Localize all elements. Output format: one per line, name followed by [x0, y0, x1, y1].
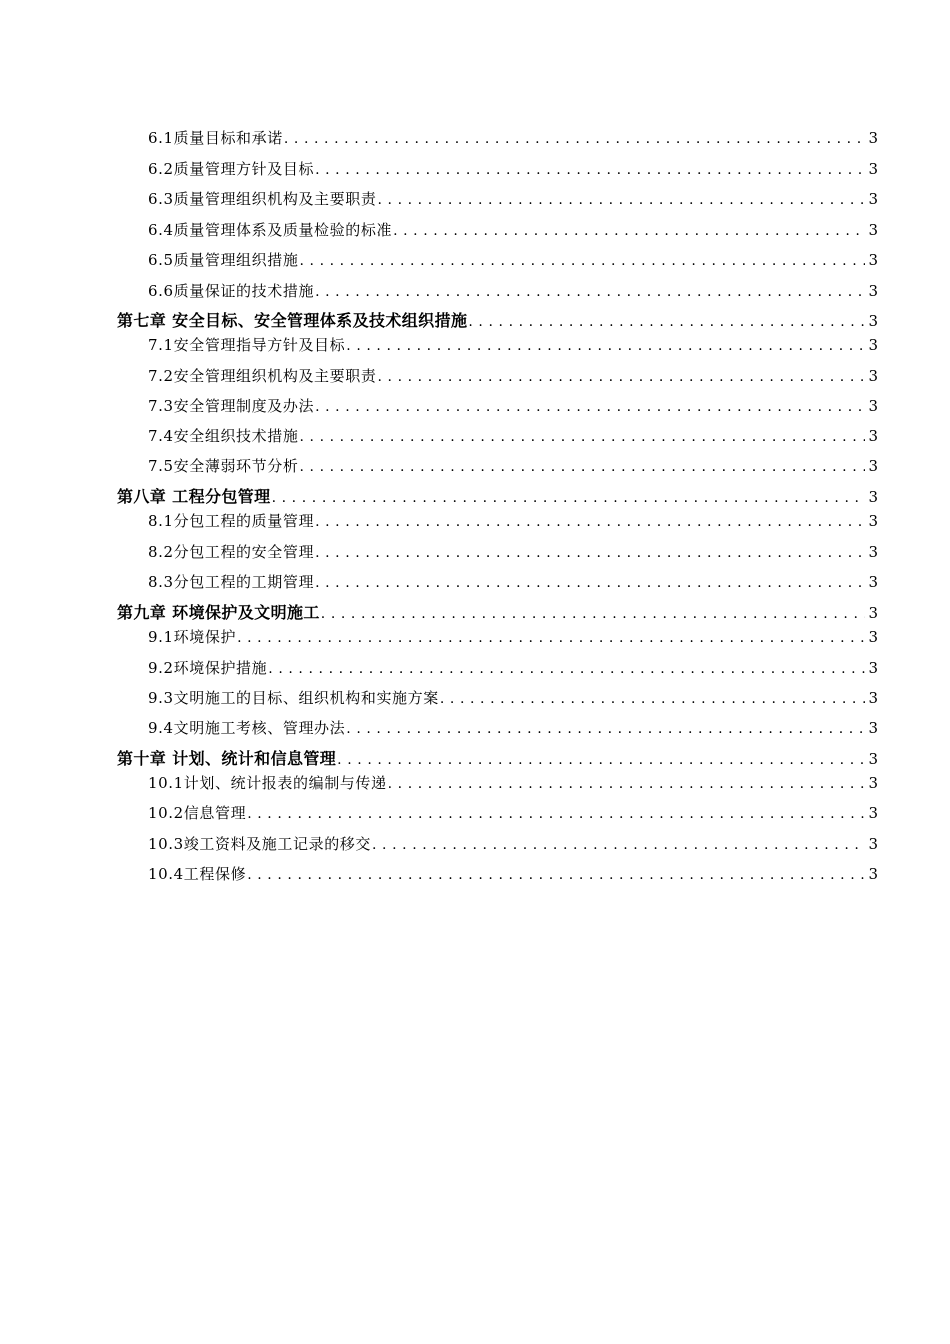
toc-entry[interactable]: [148, 801, 878, 825]
toc-page-number: 3: [868, 774, 878, 792]
toc-entry[interactable]: [148, 832, 878, 856]
toc-dot-leader: [346, 717, 865, 741]
toc-page-number: 3: [868, 689, 878, 707]
toc-page-number: 3: [868, 719, 878, 737]
toc-page-number: 3: [868, 336, 878, 354]
toc-chapter-title: 第七章 安全目标、安全管理体系及技术组织措施: [117, 311, 468, 330]
toc-page-number: 3: [868, 512, 878, 530]
toc-chapter-entry[interactable]: [117, 601, 878, 625]
toc-entry-title: 6.1质量目标和承诺: [148, 129, 283, 147]
toc-entry-title: 8.1分包工程的质量管理: [148, 512, 315, 530]
toc-page-number: 3: [868, 312, 878, 330]
toc-dot-leader: [315, 395, 865, 419]
toc-entry-title: 7.4安全组织技术措施: [148, 427, 299, 445]
toc-page-number: 3: [868, 129, 878, 147]
toc-entry-title: 7.3安全管理制度及办法: [148, 397, 315, 415]
toc-page-number: 3: [868, 221, 878, 239]
toc-dot-leader: [315, 510, 865, 534]
toc-entry-title: 9.2环境保护措施: [148, 659, 268, 677]
toc-chapter-title: 第八章 工程分包管理: [117, 487, 271, 506]
toc-entry[interactable]: [148, 540, 878, 564]
toc-entry-title: 8.2分包工程的安全管理: [148, 543, 315, 561]
toc-dot-leader: [315, 158, 865, 182]
toc-entry[interactable]: [148, 862, 878, 886]
toc-entry-title: 7.5安全薄弱环节分析: [148, 457, 299, 475]
toc-entry[interactable]: [148, 716, 878, 740]
toc-chapter-entry[interactable]: [117, 485, 878, 509]
toc-dot-leader: [346, 334, 865, 358]
toc-dot-leader: [247, 802, 865, 826]
toc-dot-leader: [247, 863, 865, 887]
toc-page-number: 3: [868, 397, 878, 415]
toc-page-number: 3: [868, 160, 878, 178]
toc-dot-leader: [440, 687, 866, 711]
toc-page-number: 3: [868, 750, 878, 768]
toc-dot-leader: [299, 455, 865, 479]
toc-dot-leader: [337, 748, 865, 772]
toc-dot-leader: [299, 425, 865, 449]
toc-entry[interactable]: [148, 279, 878, 303]
toc-page-number: 3: [868, 804, 878, 822]
toc-entry-title: 10.3竣工资料及施工记录的移交: [148, 835, 371, 853]
toc-dot-leader: [237, 626, 865, 650]
toc-entry[interactable]: [148, 509, 878, 533]
toc-entry-title: 10.2信息管理: [148, 804, 247, 822]
toc-entry-title: 8.3分包工程的工期管理: [148, 573, 315, 591]
toc-entry[interactable]: [148, 157, 878, 181]
toc-dot-leader: [284, 127, 866, 151]
toc-dot-leader: [377, 188, 865, 212]
toc-page-number: 3: [868, 865, 878, 883]
toc-dot-leader: [388, 772, 866, 796]
toc-entry[interactable]: [148, 248, 878, 272]
toc-entry-title: 6.6质量保证的技术措施: [148, 282, 315, 300]
toc-entry[interactable]: [148, 218, 878, 242]
toc-entry[interactable]: [148, 187, 878, 211]
toc-page-number: 3: [868, 573, 878, 591]
toc-entry[interactable]: [148, 126, 878, 150]
toc-entry[interactable]: [148, 570, 878, 594]
toc-page-number: 3: [868, 628, 878, 646]
toc-entry[interactable]: [148, 424, 878, 448]
toc-entry-title: 7.1安全管理指导方针及目标: [148, 336, 346, 354]
toc-dot-leader: [377, 365, 865, 389]
toc-dot-leader: [468, 310, 865, 334]
toc-entry-title: 9.4文明施工考核、管理办法: [148, 719, 346, 737]
toc-dot-leader: [315, 541, 865, 565]
toc-page-number: 3: [868, 427, 878, 445]
toc-entry-title: 6.5质量管理组织措施: [148, 251, 299, 269]
toc-page-number: 3: [868, 457, 878, 475]
toc-dot-leader: [268, 657, 865, 681]
toc-dot-leader: [272, 486, 866, 510]
toc-entry-title: 6.3质量管理组织机构及主要职责: [148, 190, 377, 208]
toc-entry-title: 10.1计划、统计报表的编制与传递: [148, 774, 387, 792]
toc-entry-title: 9.3文明施工的目标、组织机构和实施方案: [148, 689, 439, 707]
toc-chapter-entry[interactable]: [117, 747, 878, 771]
toc-entry[interactable]: [148, 394, 878, 418]
toc-page-number: 3: [868, 543, 878, 561]
toc-entry-title: 10.4工程保修: [148, 865, 247, 883]
toc-page-number: 3: [868, 488, 878, 506]
toc-entry[interactable]: [148, 625, 878, 649]
toc-entry[interactable]: [148, 333, 878, 357]
toc-dot-leader: [315, 280, 865, 304]
toc-page-number: 3: [868, 251, 878, 269]
toc-page-number: 3: [868, 282, 878, 300]
toc-chapter-title: 第九章 环境保护及文明施工: [117, 603, 320, 622]
toc-dot-leader: [321, 602, 866, 626]
toc-entry[interactable]: [148, 771, 878, 795]
toc-chapter-title: 第十章 计划、统计和信息管理: [117, 749, 337, 768]
toc-dot-leader: [372, 833, 865, 857]
toc-entry[interactable]: [148, 454, 878, 478]
toc-entry[interactable]: [148, 656, 878, 680]
toc-page-number: 3: [868, 835, 878, 853]
toc-entry-title: 7.2安全管理组织机构及主要职责: [148, 367, 377, 385]
toc-entry[interactable]: [148, 686, 878, 710]
toc-dot-leader: [299, 249, 865, 273]
toc-page-number: 3: [868, 659, 878, 677]
toc-entry-title: 6.2质量管理方针及目标: [148, 160, 315, 178]
toc-page-number: 3: [868, 367, 878, 385]
toc-page-number: 3: [868, 604, 878, 622]
toc-entry-title: 6.4质量管理体系及质量检验的标准: [148, 221, 393, 239]
toc-entry[interactable]: [148, 364, 878, 388]
toc-chapter-entry[interactable]: [117, 309, 878, 333]
toc-dot-leader: [393, 219, 865, 243]
toc-dot-leader: [315, 571, 865, 595]
toc-entry-title: 9.1环境保护: [148, 628, 237, 646]
toc-page-number: 3: [868, 190, 878, 208]
